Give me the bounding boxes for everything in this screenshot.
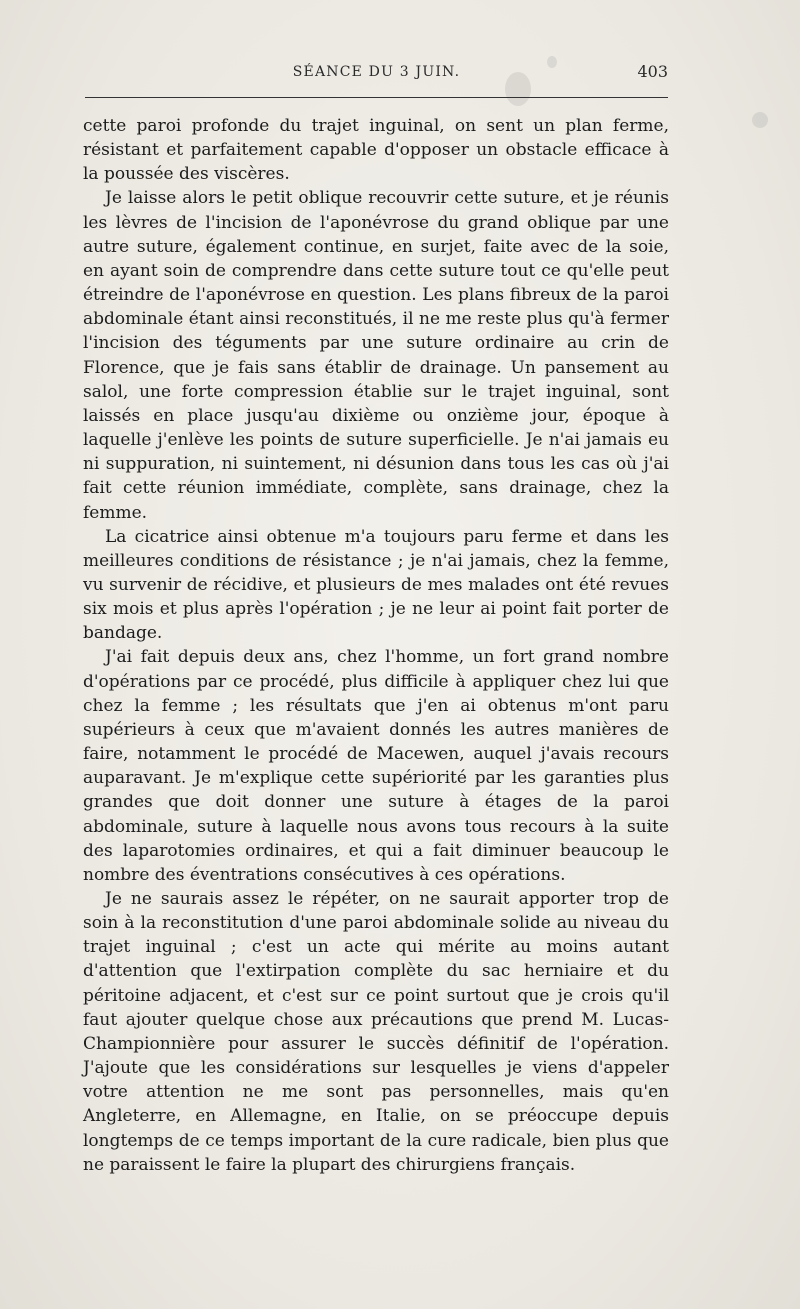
paragraph: Je laisse alors le petit oblique recouvrir cette suture, et je réunis les lèvres de l'incision de l'aponévrose du grand oblique par une autre suture, également continue, en surjet, faite avec de la soie, en ayant soin de comprendre dans cette suture tout ce qu'elle peut étreindre de l'aponévrose en question. Les plans fibreux de la paroi abdominale étant ainsi reconstitués, il ne me reste plus qu'à fermer l'incision des téguments par une suture ordinaire au crin de Florence, que je fais sans établir de drainage. Un pansement au salol, une forte compression établie sur le trajet inguinal, sont laissés en place jusqu'au dixième ou onzième jour, époque à laquelle j'enlève les points de suture superficielle. Je n'ai jamais eu ni suppuration, ni suintement, ni désunion dans tous les cas où j'ai fait cette réunion immédiate, complète, sans drainage, chez la femme. [83, 188, 669, 523]
running-head: SÉANCE DU 3 JUIN. [292, 64, 461, 80]
body-text [83, 114, 669, 1177]
page-header [85, 60, 668, 90]
paragraph: cette paroi profonde du trajet inguinal, on sent un plan ferme, résistant et parfaitement capable d'opposer un obstacle efficace à la poussée des viscères. [83, 116, 669, 185]
paragraph: Je ne saurais assez le répéter, on ne saurait apporter trop de soin à la reconstitution d'une paroi abdominale solide au niveau du trajet inguinal ; c'est un acte qui mérite au moins autant d'attention que l'extirpation complète du sac herniaire et du péritoine adjacent, et c'est sur ce point surtout que je crois qu'il faut ajouter quelque chose aux précautions que prend M. Lucas-Championnière pour assurer le succès définitif de l'opération. J'ajoute que les considérations sur lesquelles je viens d'appeler votre attention ne me sont pas personnelles, mais qu'en Angleterre, en Allemagne, en Italie, on se préoccupe depuis longtemps de ce temps important de la cure radicale, bien plus que ne paraissent le faire la plupart des chirurgiens français. [83, 889, 669, 1175]
page-number: 403 [637, 62, 668, 81]
paragraph: J'ai fait depuis deux ans, chez l'homme, un fort grand nombre d'opérations par ce procédé, plus difficile à appliquer chez lui que chez la femme ; les résultats que j'en ai obtenus m'ont paru supérieurs à ceux que m'avaient donnés les autres manières de faire, notamment le procédé de Macewen, auquel j'avais recours auparavant. Je m'explique cette supériorité par les garanties plus grandes que doit donner une suture à étages de la paroi abdominale, suture à laquelle nous avons tous recours à la suite des laparotomies ordinaires, et qui a fait diminuer beaucoup le nombre des éventrations consécutives à ces opérations. [83, 647, 669, 885]
paragraph: La cicatrice ainsi obtenue m'a toujours paru ferme et dans les meilleures conditions de résistance ; je n'ai jamais, chez la femme, vu survenir de récidive, et plusieurs de mes malades ont été revues six mois et plus après l'opération ; je ne leur ai point fait porter de bandage. [83, 526, 669, 644]
paper-stain [752, 112, 768, 128]
header-rule [85, 97, 668, 98]
